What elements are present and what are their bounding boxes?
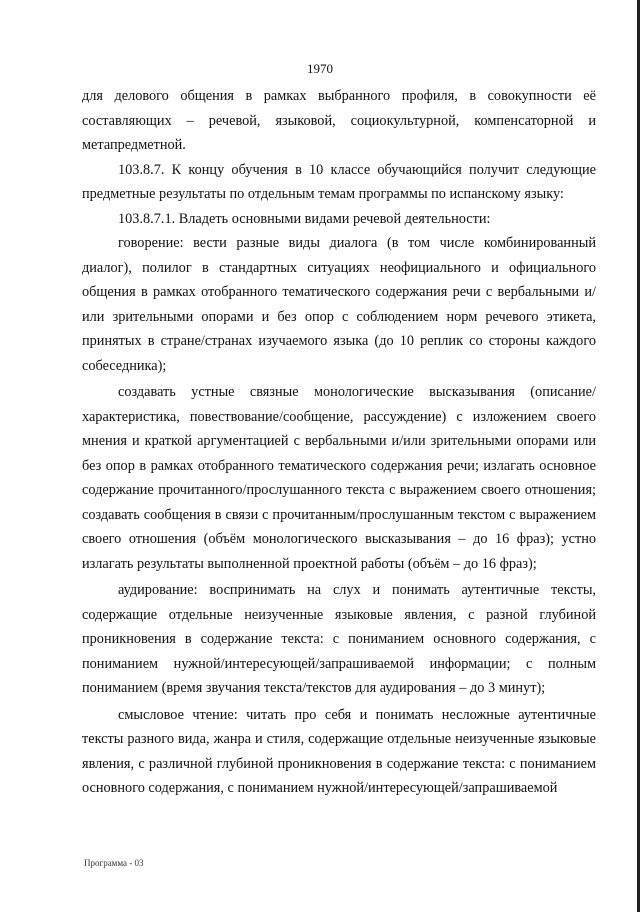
paragraph-103-8-7-1: 103.8.7.1. Владеть основными видами речевой деятельности: [118,210,491,227]
page-number: 1970 [307,61,333,76]
paragraph-103-8-7: 103.8.7. К концу обучения в 10 классе обучающийся получит следующие предметные результаты по отдельным темам программы по испанскому языку: [82,161,596,202]
paragraph-reading: смысловое чтение: читать про себя и понимать несложные аутентичные тексты разного вида, жанра и стиля, содержащие отдельные неизученные языковые явления, с различной глубиной проникновения в содержание текста: с пониманием основного содержания, с пониманием нужной/интересующей/запрашиваемой [82,706,596,796]
paragraph-listening: аудирование: воспринимать на слух и понимать аутентичные тексты, содержащие отдельные неизученные языковые явления, с разной глубиной проникновения в содержание текста: с пониманием основного содержания, с пониманием нужной/интересующей/запрашиваемой информации; с полным пониманием (время звучания текста/текстов для аудирования – до 3 минут); [82,582,596,696]
paragraph-speaking: говорение: вести разные виды диалога (в том числе комбинированный диалог), полилог в стандартных ситуациях неофициального и официального общения в рамках отобранного тематического содержания речи с вербальными и/или зрительными опорами и без опор с соблюдением норм речевого этикета, принятых в стране/странах изучаемого языка (до 10 реплик со стороны каждого собеседника); [82,235,596,374]
document-body [82,84,596,801]
paragraph-continuation: для делового общения в рамках выбранного профиля, в совокупности её составляющих – речевой, языковой, социокультурной, компенсаторной и метапредметной. [82,88,596,153]
paragraph-monologue: создавать устные связные монологические высказывания (описание/характеристика, повествование/сообщение, рассуждение) с изложением своего мнения и краткой аргументацией с вербальными и/или зрительными опорами или без опор в рамках отобранного тематического содержания речи; излагать основное содержание прочитанного/прослушанного текста с выражением своего отношения; создавать сообщения в связи с прочитанным/прослушанным текстом с выражением своего отношения (объём монологического высказывания – до 16 фраз); устно излагать результаты выполненной проектной работы (объём – до 16 фраз); [82,384,596,572]
page-footer: Программа - 03 [84,858,144,868]
